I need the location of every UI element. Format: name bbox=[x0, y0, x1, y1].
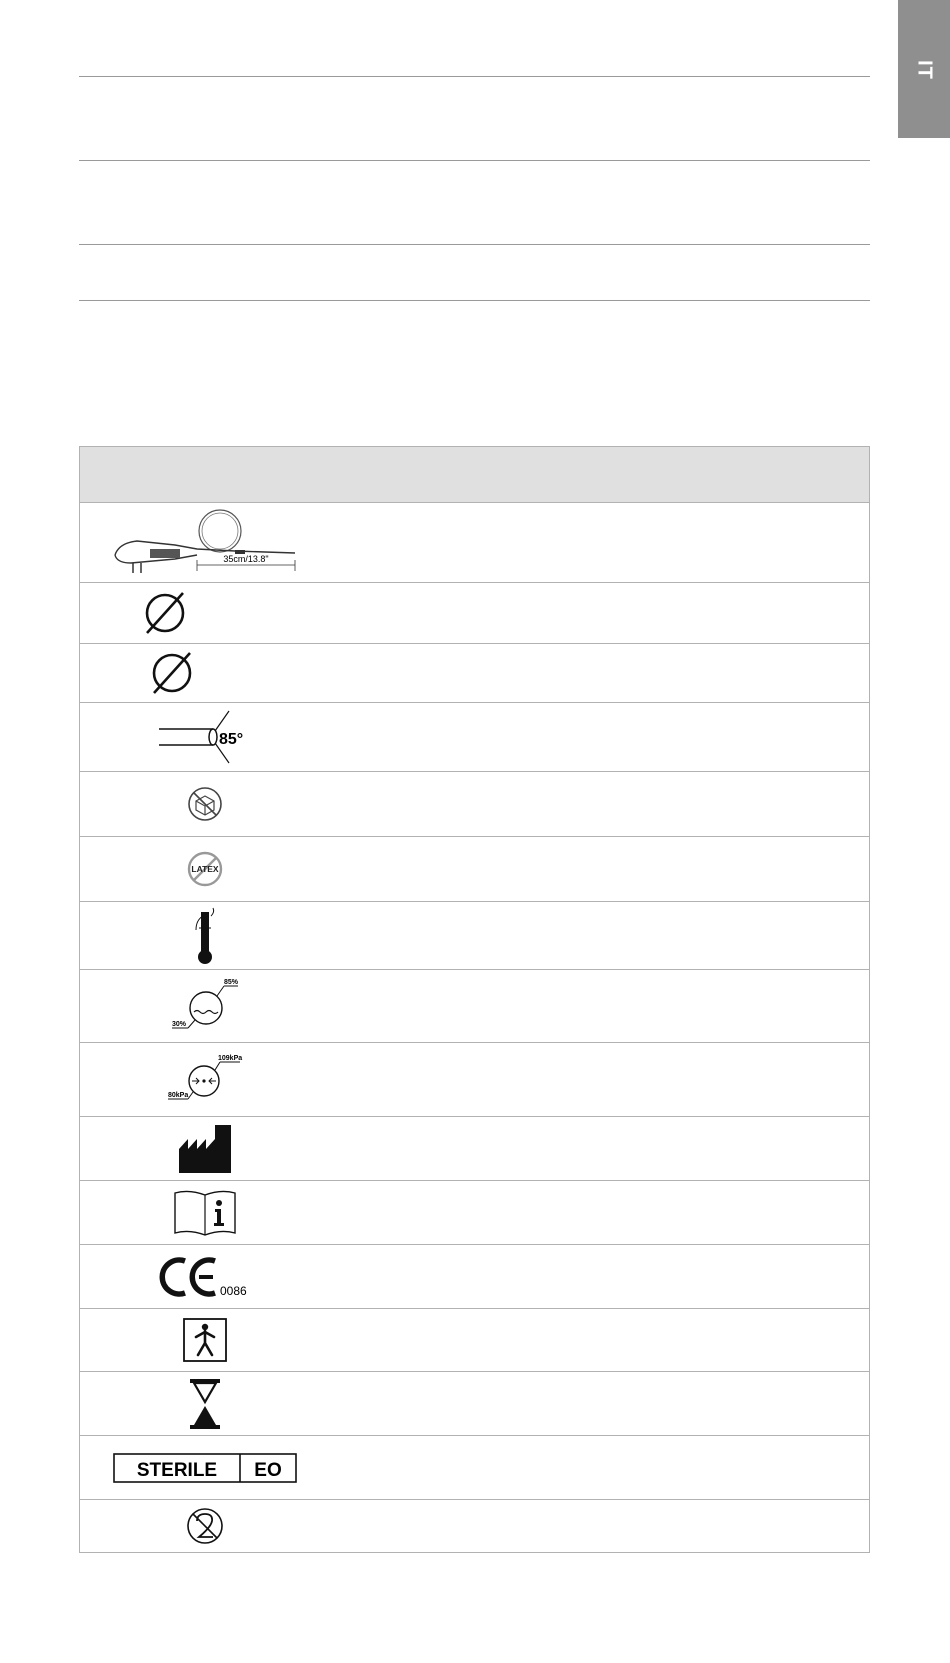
table-header bbox=[80, 447, 869, 503]
upper-limit-label: 85% bbox=[224, 979, 239, 986]
length-label: 35cm/13.8" bbox=[223, 553, 269, 564]
notified-body-number: 0086 bbox=[220, 1283, 247, 1298]
symbol-description bbox=[340, 703, 859, 771]
table-row bbox=[80, 503, 869, 583]
symbol-description bbox=[340, 1500, 859, 1552]
do-not-use-if-package-damaged-icon bbox=[80, 772, 330, 836]
divider bbox=[79, 244, 870, 245]
table-row bbox=[80, 902, 869, 970]
table-row bbox=[80, 1436, 869, 1500]
table-row bbox=[80, 837, 869, 902]
symbol-description bbox=[340, 1043, 859, 1116]
symbol-description bbox=[340, 1245, 859, 1308]
symbol-description bbox=[340, 1436, 859, 1499]
table-row bbox=[80, 1117, 869, 1181]
table-row bbox=[80, 644, 869, 703]
use-by-date-icon bbox=[80, 1372, 330, 1435]
symbol-description bbox=[340, 503, 859, 582]
table-row bbox=[80, 772, 869, 837]
lower-limit-label: 80kPa bbox=[168, 1091, 189, 1099]
table-row bbox=[80, 970, 869, 1043]
table-row bbox=[80, 1043, 869, 1117]
divider bbox=[79, 76, 870, 77]
symbols-table bbox=[79, 446, 870, 1553]
symbol-description bbox=[340, 1181, 859, 1244]
manufacturer-icon bbox=[80, 1117, 330, 1180]
temperature-limit-icon bbox=[80, 902, 330, 969]
latex-label: LATEX bbox=[191, 864, 219, 874]
field-of-view-icon bbox=[80, 703, 330, 771]
symbol-description bbox=[340, 1372, 859, 1435]
atmospheric-pressure-limit-icon bbox=[80, 1043, 330, 1116]
latex-free-icon bbox=[80, 837, 330, 901]
symbol-description bbox=[340, 583, 859, 643]
language-tab bbox=[898, 0, 950, 138]
symbol-description bbox=[340, 837, 859, 901]
type-bf-applied-part-icon bbox=[80, 1309, 330, 1371]
table-row bbox=[80, 703, 869, 772]
sterile-eo-icon bbox=[80, 1436, 330, 1499]
lower-limit-label: 30% bbox=[172, 1021, 187, 1028]
table-row bbox=[80, 1372, 869, 1436]
do-not-reuse-icon bbox=[80, 1500, 330, 1552]
symbol-description bbox=[340, 644, 859, 702]
sterile-label: STERILE bbox=[136, 1459, 218, 1481]
divider bbox=[79, 300, 870, 301]
symbol-description bbox=[340, 772, 859, 836]
device-length-diagram-icon bbox=[80, 503, 330, 582]
symbol-description bbox=[340, 1309, 859, 1371]
symbol-description bbox=[340, 902, 859, 969]
table-row bbox=[80, 1245, 869, 1309]
symbol-description bbox=[340, 970, 859, 1042]
upper-limit-label: 109kPa bbox=[218, 1054, 243, 1062]
table-row bbox=[80, 1181, 869, 1245]
table-row bbox=[80, 583, 869, 644]
ce-mark-icon bbox=[80, 1245, 330, 1308]
diameter-icon bbox=[40, 583, 290, 643]
consult-instructions-icon bbox=[80, 1181, 330, 1244]
angle-label: 85° bbox=[219, 731, 244, 748]
sterilization-method-label: EO bbox=[254, 1459, 282, 1481]
diameter-icon bbox=[47, 644, 297, 702]
table-row bbox=[80, 1500, 869, 1552]
humidity-limit-icon bbox=[80, 970, 330, 1042]
table-row bbox=[80, 1309, 869, 1372]
language-tab-label: IT bbox=[913, 60, 936, 80]
divider bbox=[79, 160, 870, 161]
symbol-description bbox=[340, 1117, 859, 1180]
